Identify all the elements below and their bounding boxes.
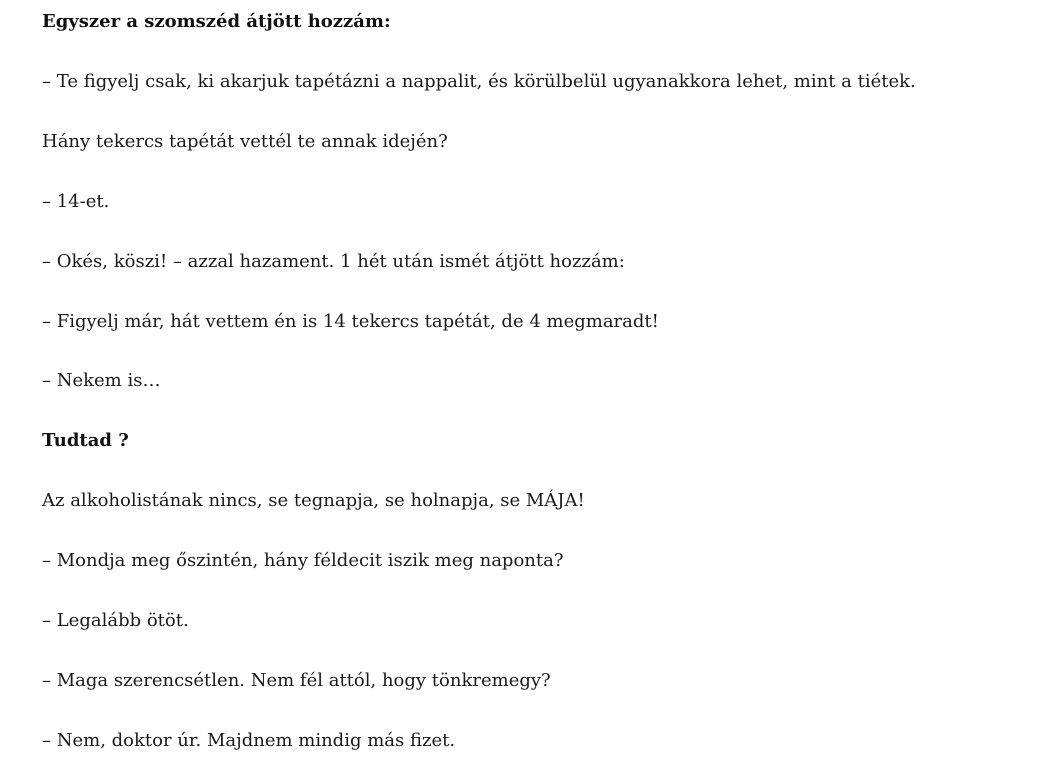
- paragraph: – Figyelj már, hát vettem én is 14 tekercs tapétát, de 4 megmaradt!: [42, 311, 659, 332]
- paragraph: – Maga szerencsétlen. Nem fél attól, hogy tönkremegy?: [42, 670, 551, 691]
- paragraph: – Okés, köszi! – azzal hazament. 1 hét után ismét átjött hozzám:: [42, 251, 625, 272]
- paragraph: – Mondja meg őszintén, hány féldecit iszik meg naponta?: [42, 550, 564, 571]
- joke-1-heading: Egyszer a szomszéd átjött hozzám:: [42, 11, 391, 32]
- paragraph: – 14-et.: [42, 191, 110, 212]
- paragraph: Az alkoholistának nincs, se tegnapja, se holnapja, se MÁJA!: [42, 490, 585, 511]
- paragraph: – Nekem is…: [42, 370, 161, 391]
- paragraph: Hány tekercs tapétát vettél te annak idején?: [42, 131, 448, 152]
- paragraph: – Legalább ötöt.: [42, 610, 189, 631]
- joke-2-heading: Tudtad ?: [42, 430, 129, 451]
- paragraph: – Te figyelj csak, ki akarjuk tapétázni a nappalit, és körülbelül ugyanakkora lehet, mint a tiétek.: [42, 71, 916, 92]
- paragraph: – Nem, doktor úr. Majdnem mindig más fizet.: [42, 730, 456, 751]
